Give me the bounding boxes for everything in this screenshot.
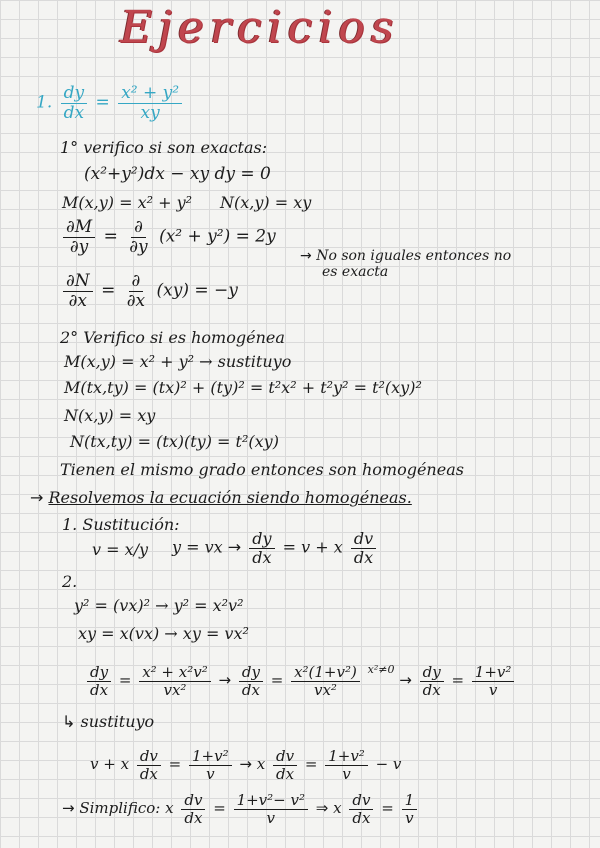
xy-line: xy = x(vx) → xy = vx² [78, 624, 249, 643]
problem-statement: 1. $\frac{dy}{dx}$ = $\frac{\text{x² + y²}}{xy}$ [36, 84, 185, 122]
arrow-icon: → [399, 671, 412, 689]
arrow-icon: → [239, 755, 252, 773]
corner-arrow-icon: ↳ [62, 712, 76, 731]
step1-heading: 1° verifico si son exactas: [60, 138, 268, 157]
m-definition: M(x,y) = x² + y² [62, 193, 193, 212]
problem-rhs: $\frac{\text{x² + y²}}{xy}$ [118, 84, 182, 122]
dm-dy-line: $\frac{\partial M}{\partial y}$ = $\frac{\partial}{\partial y}$ (x² + y²) = 2y [60, 218, 276, 256]
v-definition: v = x/y [92, 540, 149, 559]
arrow-icon: → [300, 248, 312, 264]
arrow-icon: → [218, 671, 232, 689]
double-arrow-icon: ⇒ [315, 799, 329, 817]
arrow-icon: → [227, 537, 242, 557]
n-definition: N(x,y) = xy [220, 193, 312, 212]
derivative-line: $\frac{dy}{dx}$ = $\frac{\text{x² + x²v²}}{\text{vx²}}$ → $\frac{dy}{dx}$ = $\frac{\text{x²(1+v²)}}{\text{vx²}}$ $^{x^2\ne 0}$ → $\frac{dy}{dx}$ = $\frac{\text{1+v²}}{v}$ [84, 664, 517, 698]
step2-line6: → Resolvemos la ecuación siendo homogéneas. [30, 488, 412, 507]
step2-line2: M(tx,ty) = (tx)² + (ty)² = t²x² + t²y² = t²(xy)² [64, 378, 422, 397]
step2-line5: Tienen el mismo grado entonces son homogéneas [60, 460, 464, 479]
step-2-label: 2. [62, 572, 78, 591]
y-squared-line: y² = (vx)² → y² = x²v² [74, 596, 244, 615]
simplifico-line: → Simplifico: x $\frac{dv}{dx}$ = $\frac{\text{1+v²− v²}}{v}$ ⇒ x $\frac{dv}{dx}$ = $\frac{1}{v}$ [62, 792, 420, 826]
page-title: Ejercicios [120, 2, 400, 53]
arrow-icon: → [62, 799, 75, 817]
sustituyo-line: ↳ sustituyo [62, 712, 155, 731]
step2-line1: M(x,y) = x² + y² → sustituyo [64, 352, 292, 371]
step1-equation: (x²+y²)dx − xy dy = 0 [84, 164, 271, 184]
step2-line3: N(x,y) = xy [64, 406, 156, 425]
problem-lhs: $\frac{dy}{dx}$ [61, 84, 88, 122]
substitution-heading: 1. Sustitución: [62, 515, 180, 534]
arrow-icon: → [30, 488, 44, 507]
dn-dx-line: $\frac{\partial N}{\partial x}$ = $\frac{\partial}{\partial x}$ (xy) = −y [60, 272, 238, 310]
problem-number: 1. [36, 92, 53, 113]
substitution-line: y = vx → $\frac{dy}{dx}$ = v + x $\frac{dv}{dx}$ [172, 530, 379, 566]
step2-heading: 2° Verifico si es homogénea [60, 328, 285, 347]
step2-line4: N(tx,ty) = (tx)(ty) = t²(xy) [70, 432, 279, 451]
sustituyo-equation: v + x $\frac{dv}{dx}$ = $\frac{\text{1+v²}}{v}$ → x $\frac{dv}{dx}$ = $\frac{\text{1+v²}}{v}$ − v [90, 747, 402, 783]
exactness-note: → No son iguales entonces no es exacta [300, 248, 512, 280]
